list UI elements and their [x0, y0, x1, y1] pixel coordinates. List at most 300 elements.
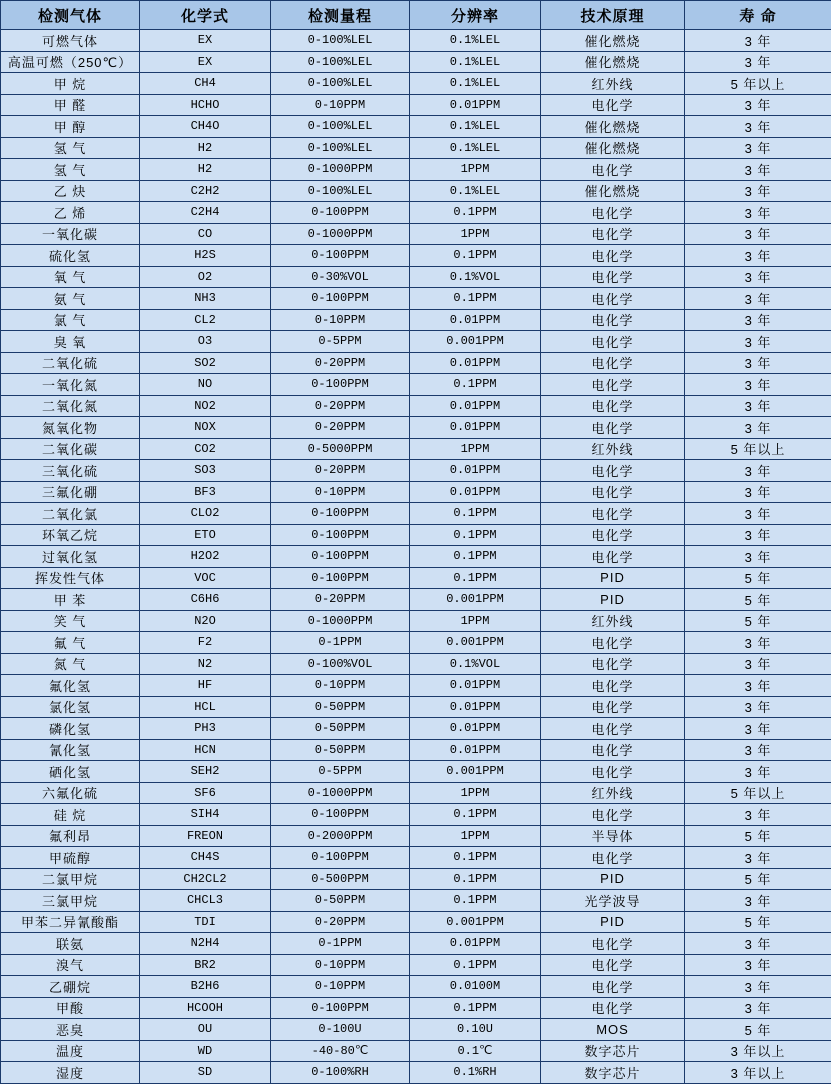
cell-technical-principle: 电化学 [541, 460, 685, 482]
cell-detection-range: 0-20PPM [271, 911, 410, 933]
cell-lifespan: 3 年 [685, 653, 831, 675]
cell-technical-principle: 电化学 [541, 653, 685, 675]
cell-gas-name: 臭 氧 [1, 331, 140, 353]
cell-detection-range: 0-10PPM [271, 94, 410, 116]
table-row [1, 116, 831, 138]
cell-detection-range: 0-100PPM [271, 503, 410, 525]
table-row [1, 718, 831, 740]
cell-lifespan: 5 年以上 [685, 782, 831, 804]
cell-chemical-formula: VOC [140, 567, 271, 589]
cell-technical-principle: 电化学 [541, 976, 685, 998]
cell-technical-principle: 电化学 [541, 739, 685, 761]
cell-lifespan: 3 年 [685, 847, 831, 869]
cell-technical-principle: 电化学 [541, 675, 685, 697]
table-row [1, 245, 831, 267]
cell-chemical-formula: OU [140, 1019, 271, 1041]
cell-gas-name: 硒化氢 [1, 761, 140, 783]
cell-lifespan: 3 年 [685, 524, 831, 546]
cell-chemical-formula: NOX [140, 417, 271, 439]
header-technical-principle: 技术原理 [541, 1, 685, 30]
table-row [1, 589, 831, 611]
table-row [1, 73, 831, 95]
table-row [1, 223, 831, 245]
cell-lifespan: 3 年 [685, 266, 831, 288]
cell-lifespan: 3 年 [685, 352, 831, 374]
cell-technical-principle: 催化燃烧 [541, 137, 685, 159]
cell-detection-range: 0-100U [271, 1019, 410, 1041]
table-row [1, 868, 831, 890]
cell-gas-name: 甲酸 [1, 997, 140, 1019]
cell-gas-name: 二氧化碳 [1, 438, 140, 460]
cell-detection-range: 0-1PPM [271, 632, 410, 654]
cell-lifespan: 5 年 [685, 911, 831, 933]
cell-technical-principle: 红外线 [541, 610, 685, 632]
cell-chemical-formula: H2 [140, 159, 271, 181]
table-row [1, 890, 831, 912]
cell-chemical-formula: HCHO [140, 94, 271, 116]
header-detection-range: 检测量程 [271, 1, 410, 30]
cell-technical-principle: 电化学 [541, 933, 685, 955]
table-row [1, 739, 831, 761]
cell-technical-principle: 红外线 [541, 782, 685, 804]
cell-chemical-formula: HCOOH [140, 997, 271, 1019]
cell-technical-principle: 光学波导 [541, 890, 685, 912]
cell-chemical-formula: CO [140, 223, 271, 245]
cell-chemical-formula: B2H6 [140, 976, 271, 998]
cell-detection-range: 0-1000PPM [271, 610, 410, 632]
table-row [1, 438, 831, 460]
table-row [1, 804, 831, 826]
cell-lifespan: 3 年 [685, 374, 831, 396]
cell-chemical-formula: PH3 [140, 718, 271, 740]
cell-detection-range: 0-100%VOL [271, 653, 410, 675]
cell-resolution: 0.1PPM [410, 288, 541, 310]
table-header [1, 1, 831, 30]
cell-lifespan: 5 年以上 [685, 73, 831, 95]
cell-resolution: 0.1PPM [410, 954, 541, 976]
table-row [1, 696, 831, 718]
cell-lifespan: 3 年 [685, 696, 831, 718]
table-header-row [1, 1, 831, 30]
cell-resolution: 0.001PPM [410, 632, 541, 654]
table-row [1, 180, 831, 202]
cell-chemical-formula: SO3 [140, 460, 271, 482]
cell-technical-principle: 数字芯片 [541, 1062, 685, 1084]
cell-chemical-formula: SIH4 [140, 804, 271, 826]
cell-lifespan: 3 年以上 [685, 1062, 831, 1084]
cell-resolution: 0.01PPM [410, 309, 541, 331]
cell-resolution: 0.1℃ [410, 1040, 541, 1062]
cell-gas-name: 氮 气 [1, 653, 140, 675]
cell-technical-principle: 电化学 [541, 481, 685, 503]
header-resolution: 分辨率 [410, 1, 541, 30]
cell-technical-principle: 电化学 [541, 331, 685, 353]
cell-lifespan: 3 年 [685, 288, 831, 310]
cell-gas-name: 三氯甲烷 [1, 890, 140, 912]
table-row [1, 417, 831, 439]
cell-resolution: 1PPM [410, 782, 541, 804]
cell-technical-principle: 电化学 [541, 374, 685, 396]
cell-resolution: 0.01PPM [410, 696, 541, 718]
cell-chemical-formula: BF3 [140, 481, 271, 503]
cell-gas-name: 笑 气 [1, 610, 140, 632]
cell-chemical-formula: BR2 [140, 954, 271, 976]
cell-resolution: 1PPM [410, 223, 541, 245]
table-row [1, 546, 831, 568]
cell-resolution: 0.1PPM [410, 524, 541, 546]
cell-chemical-formula: F2 [140, 632, 271, 654]
cell-technical-principle: 电化学 [541, 997, 685, 1019]
cell-gas-name: 联氨 [1, 933, 140, 955]
table-row [1, 954, 831, 976]
cell-resolution: 0.0100M [410, 976, 541, 998]
cell-gas-name: 甲硫醇 [1, 847, 140, 869]
cell-gas-name: 挥发性气体 [1, 567, 140, 589]
table-row [1, 997, 831, 1019]
cell-detection-range: 0-100%RH [271, 1062, 410, 1084]
cell-chemical-formula: C2H2 [140, 180, 271, 202]
cell-detection-range: 0-100PPM [271, 997, 410, 1019]
cell-technical-principle: 红外线 [541, 73, 685, 95]
cell-technical-principle: 电化学 [541, 309, 685, 331]
cell-detection-range: 0-50PPM [271, 739, 410, 761]
cell-chemical-formula: NO2 [140, 395, 271, 417]
cell-chemical-formula: CO2 [140, 438, 271, 460]
cell-lifespan: 3 年 [685, 718, 831, 740]
cell-gas-name: 氧 气 [1, 266, 140, 288]
cell-detection-range: 0-100%LEL [271, 180, 410, 202]
cell-gas-name: 甲苯二异氰酸酯 [1, 911, 140, 933]
table-row [1, 309, 831, 331]
cell-technical-principle: 电化学 [541, 804, 685, 826]
cell-detection-range: 0-20PPM [271, 395, 410, 417]
cell-detection-range: 0-20PPM [271, 417, 410, 439]
cell-technical-principle: 数字芯片 [541, 1040, 685, 1062]
cell-detection-range: 0-20PPM [271, 460, 410, 482]
table-row [1, 933, 831, 955]
cell-chemical-formula: C2H4 [140, 202, 271, 224]
table-row [1, 159, 831, 181]
cell-chemical-formula: H2O2 [140, 546, 271, 568]
cell-gas-name: 一氧化碳 [1, 223, 140, 245]
cell-lifespan: 3 年 [685, 976, 831, 998]
cell-technical-principle: 电化学 [541, 524, 685, 546]
cell-technical-principle: 电化学 [541, 632, 685, 654]
cell-detection-range: 0-1000PPM [271, 223, 410, 245]
cell-technical-principle: 电化学 [541, 546, 685, 568]
table-row [1, 51, 831, 73]
cell-lifespan: 5 年 [685, 567, 831, 589]
cell-resolution: 0.1%VOL [410, 266, 541, 288]
cell-lifespan: 3 年 [685, 632, 831, 654]
cell-detection-range: 0-100PPM [271, 847, 410, 869]
table-row [1, 202, 831, 224]
cell-gas-name: 乙 炔 [1, 180, 140, 202]
cell-gas-name: 甲 烷 [1, 73, 140, 95]
cell-detection-range: 0-100%LEL [271, 51, 410, 73]
cell-gas-name: 乙 烯 [1, 202, 140, 224]
cell-resolution: 1PPM [410, 438, 541, 460]
cell-resolution: 0.1PPM [410, 868, 541, 890]
table-row [1, 782, 831, 804]
cell-detection-range: 0-100%LEL [271, 30, 410, 52]
cell-resolution: 0.1%LEL [410, 30, 541, 52]
cell-lifespan: 3 年 [685, 761, 831, 783]
cell-technical-principle: 电化学 [541, 94, 685, 116]
cell-gas-name: 过氧化氢 [1, 546, 140, 568]
cell-technical-principle: 电化学 [541, 352, 685, 374]
cell-lifespan: 3 年 [685, 739, 831, 761]
table-row [1, 524, 831, 546]
cell-gas-name: 三氧化硫 [1, 460, 140, 482]
cell-detection-range: 0-20PPM [271, 589, 410, 611]
cell-chemical-formula: SEH2 [140, 761, 271, 783]
cell-lifespan: 5 年 [685, 589, 831, 611]
cell-chemical-formula: N2H4 [140, 933, 271, 955]
cell-resolution: 0.01PPM [410, 417, 541, 439]
cell-resolution: 0.1PPM [410, 804, 541, 826]
cell-resolution: 0.001PPM [410, 911, 541, 933]
cell-gas-name: 氢 气 [1, 159, 140, 181]
cell-resolution: 0.1PPM [410, 567, 541, 589]
table-row [1, 481, 831, 503]
cell-chemical-formula: CHCL3 [140, 890, 271, 912]
cell-lifespan: 3 年 [685, 180, 831, 202]
cell-lifespan: 3 年 [685, 51, 831, 73]
table-row [1, 503, 831, 525]
cell-lifespan: 3 年 [685, 954, 831, 976]
cell-detection-range: 0-100PPM [271, 804, 410, 826]
cell-chemical-formula: EX [140, 30, 271, 52]
table-row [1, 94, 831, 116]
cell-gas-name: 湿度 [1, 1062, 140, 1084]
cell-lifespan: 3 年 [685, 481, 831, 503]
cell-chemical-formula: WD [140, 1040, 271, 1062]
cell-gas-name: 温度 [1, 1040, 140, 1062]
cell-resolution: 0.01PPM [410, 739, 541, 761]
cell-gas-name: 磷化氢 [1, 718, 140, 740]
table-row [1, 30, 831, 52]
cell-gas-name: 二氯甲烷 [1, 868, 140, 890]
cell-technical-principle: MOS [541, 1019, 685, 1041]
cell-gas-name: 一氧化氮 [1, 374, 140, 396]
cell-technical-principle: 电化学 [541, 202, 685, 224]
cell-lifespan: 3 年 [685, 933, 831, 955]
table-row [1, 288, 831, 310]
cell-detection-range: 0-500PPM [271, 868, 410, 890]
cell-resolution: 0.01PPM [410, 481, 541, 503]
cell-gas-name: 环氧乙烷 [1, 524, 140, 546]
cell-technical-principle: 电化学 [541, 847, 685, 869]
cell-gas-name: 氟化氢 [1, 675, 140, 697]
cell-chemical-formula: H2S [140, 245, 271, 267]
cell-resolution: 0.1%LEL [410, 116, 541, 138]
cell-lifespan: 3 年 [685, 30, 831, 52]
cell-gas-name: 三氟化硼 [1, 481, 140, 503]
cell-lifespan: 5 年 [685, 610, 831, 632]
cell-resolution: 0.1PPM [410, 374, 541, 396]
cell-detection-range: 0-1000PPM [271, 159, 410, 181]
cell-lifespan: 3 年 [685, 890, 831, 912]
cell-chemical-formula: FREON [140, 825, 271, 847]
cell-resolution: 0.001PPM [410, 761, 541, 783]
cell-lifespan: 3 年 [685, 395, 831, 417]
cell-technical-principle: 电化学 [541, 954, 685, 976]
cell-resolution: 0.1%LEL [410, 73, 541, 95]
cell-technical-principle: 电化学 [541, 503, 685, 525]
cell-detection-range: 0-100PPM [271, 245, 410, 267]
cell-resolution: 0.1PPM [410, 245, 541, 267]
cell-lifespan: 3 年 [685, 460, 831, 482]
table-row [1, 653, 831, 675]
table-row [1, 137, 831, 159]
cell-detection-range: 0-5PPM [271, 331, 410, 353]
header-chemical-formula: 化学式 [140, 1, 271, 30]
cell-chemical-formula: NO [140, 374, 271, 396]
cell-technical-principle: PID [541, 589, 685, 611]
cell-gas-name: 氢 气 [1, 137, 140, 159]
table-row [1, 374, 831, 396]
cell-detection-range: 0-20PPM [271, 352, 410, 374]
cell-chemical-formula: SF6 [140, 782, 271, 804]
cell-detection-range: 0-10PPM [271, 675, 410, 697]
cell-lifespan: 3 年 [685, 675, 831, 697]
cell-chemical-formula: O2 [140, 266, 271, 288]
cell-detection-range: 0-10PPM [271, 954, 410, 976]
cell-lifespan: 5 年以上 [685, 438, 831, 460]
cell-detection-range: 0-1000PPM [271, 782, 410, 804]
cell-lifespan: 3 年 [685, 202, 831, 224]
cell-gas-name: 甲 醛 [1, 94, 140, 116]
cell-detection-range: 0-50PPM [271, 718, 410, 740]
cell-chemical-formula: HCN [140, 739, 271, 761]
cell-technical-principle: PID [541, 567, 685, 589]
cell-resolution: 0.1%LEL [410, 137, 541, 159]
table-row [1, 1062, 831, 1084]
cell-gas-name: 硫化氢 [1, 245, 140, 267]
cell-technical-principle: 催化燃烧 [541, 51, 685, 73]
cell-gas-name: 氯化氢 [1, 696, 140, 718]
cell-detection-range: 0-100%LEL [271, 116, 410, 138]
cell-chemical-formula: N2 [140, 653, 271, 675]
cell-technical-principle: 电化学 [541, 761, 685, 783]
cell-technical-principle: 电化学 [541, 417, 685, 439]
cell-gas-name: 氰化氢 [1, 739, 140, 761]
header-gas-name: 检测气体 [1, 1, 140, 30]
cell-lifespan: 5 年 [685, 1019, 831, 1041]
cell-resolution: 0.01PPM [410, 718, 541, 740]
cell-detection-range: 0-1PPM [271, 933, 410, 955]
cell-lifespan: 3 年 [685, 503, 831, 525]
cell-gas-name: 乙硼烷 [1, 976, 140, 998]
table-row [1, 675, 831, 697]
cell-gas-name: 二氧化氯 [1, 503, 140, 525]
cell-technical-principle: 半导体 [541, 825, 685, 847]
table-row [1, 1040, 831, 1062]
cell-chemical-formula: H2 [140, 137, 271, 159]
cell-detection-range: 0-100PPM [271, 374, 410, 396]
cell-resolution: 0.1PPM [410, 890, 541, 912]
cell-lifespan: 3 年 [685, 417, 831, 439]
cell-resolution: 1PPM [410, 825, 541, 847]
cell-detection-range: 0-2000PPM [271, 825, 410, 847]
cell-chemical-formula: N2O [140, 610, 271, 632]
table-row [1, 761, 831, 783]
cell-technical-principle: 电化学 [541, 395, 685, 417]
cell-resolution: 0.001PPM [410, 589, 541, 611]
cell-technical-principle: 电化学 [541, 266, 685, 288]
cell-gas-name: 氯 气 [1, 309, 140, 331]
cell-detection-range: 0-100%LEL [271, 137, 410, 159]
cell-resolution: 0.1%RH [410, 1062, 541, 1084]
cell-resolution: 0.1PPM [410, 847, 541, 869]
table-row [1, 395, 831, 417]
cell-chemical-formula: SO2 [140, 352, 271, 374]
cell-chemical-formula: CL2 [140, 309, 271, 331]
cell-chemical-formula: CH4O [140, 116, 271, 138]
cell-technical-principle: 电化学 [541, 245, 685, 267]
cell-lifespan: 3 年 [685, 137, 831, 159]
table-row [1, 610, 831, 632]
table-row [1, 911, 831, 933]
cell-detection-range: 0-100PPM [271, 567, 410, 589]
cell-detection-range: 0-100PPM [271, 546, 410, 568]
cell-technical-principle: PID [541, 868, 685, 890]
cell-detection-range: 0-50PPM [271, 696, 410, 718]
cell-chemical-formula: EX [140, 51, 271, 73]
cell-gas-name: 硅 烷 [1, 804, 140, 826]
cell-resolution: 0.01PPM [410, 395, 541, 417]
cell-resolution: 0.01PPM [410, 352, 541, 374]
cell-chemical-formula: HF [140, 675, 271, 697]
cell-lifespan: 3 年 [685, 116, 831, 138]
table-row [1, 632, 831, 654]
cell-resolution: 0.01PPM [410, 460, 541, 482]
table-row [1, 352, 831, 374]
cell-resolution: 0.001PPM [410, 331, 541, 353]
cell-resolution: 0.1PPM [410, 202, 541, 224]
cell-technical-principle: 电化学 [541, 288, 685, 310]
cell-gas-name: 甲 苯 [1, 589, 140, 611]
cell-resolution: 0.01PPM [410, 94, 541, 116]
table-row [1, 266, 831, 288]
cell-resolution: 1PPM [410, 159, 541, 181]
cell-chemical-formula: NH3 [140, 288, 271, 310]
cell-resolution: 0.1PPM [410, 503, 541, 525]
cell-gas-name: 氟 气 [1, 632, 140, 654]
cell-technical-principle: PID [541, 911, 685, 933]
cell-resolution: 0.1%VOL [410, 653, 541, 675]
cell-detection-range: 0-10PPM [271, 976, 410, 998]
cell-chemical-formula: C6H6 [140, 589, 271, 611]
cell-gas-name: 氟利昂 [1, 825, 140, 847]
cell-chemical-formula: CLO2 [140, 503, 271, 525]
table-row [1, 1019, 831, 1041]
cell-chemical-formula: CH2CL2 [140, 868, 271, 890]
cell-resolution: 0.1%LEL [410, 180, 541, 202]
cell-lifespan: 5 年 [685, 868, 831, 890]
cell-gas-name: 二氧化氮 [1, 395, 140, 417]
cell-detection-range: 0-100PPM [271, 288, 410, 310]
cell-detection-range: 0-100PPM [271, 202, 410, 224]
cell-resolution: 0.1PPM [410, 997, 541, 1019]
cell-lifespan: 3 年 [685, 331, 831, 353]
cell-detection-range: 0-5000PPM [271, 438, 410, 460]
cell-resolution: 0.1%LEL [410, 51, 541, 73]
cell-lifespan: 3 年 [685, 245, 831, 267]
cell-gas-name: 六氟化硫 [1, 782, 140, 804]
cell-technical-principle: 电化学 [541, 223, 685, 245]
